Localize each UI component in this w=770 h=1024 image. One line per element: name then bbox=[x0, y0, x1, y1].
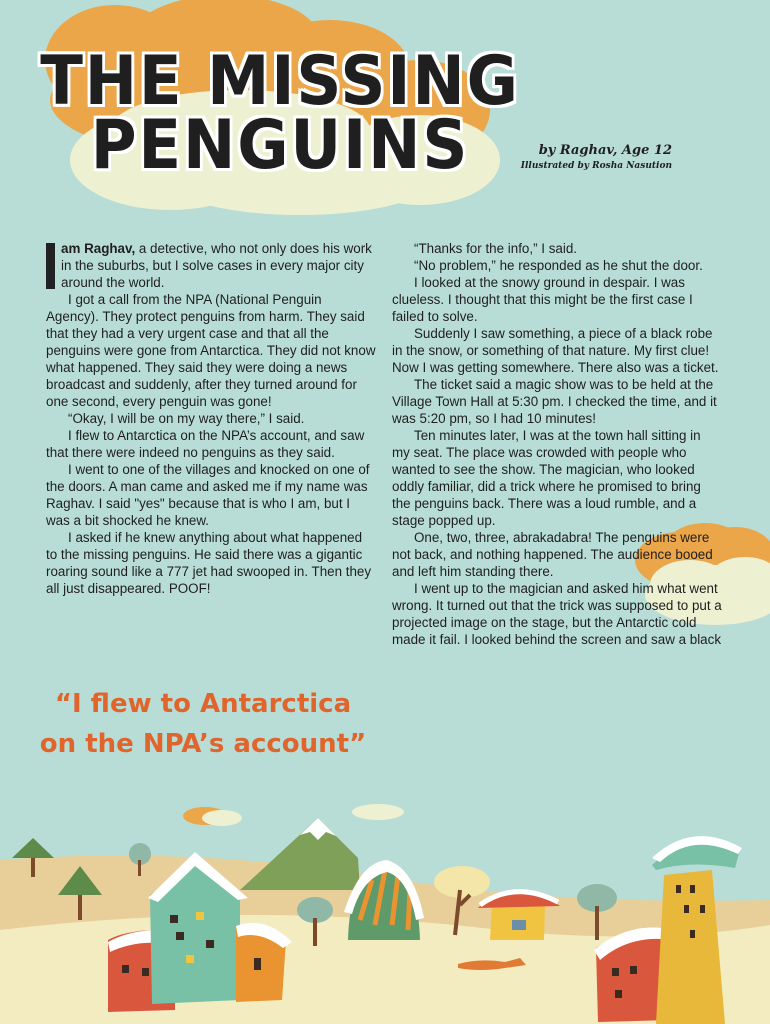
paragraph-1-text: a detective, who not only does his work in the suburbs, but I solve cases in every major city around the world. bbox=[61, 241, 372, 290]
paragraph-2: I got a call from the NPA (National Penguin Agency). They protect penguins from harm. They said that they had a very urgent case and that all the penguins were gone from Antarctica. They did not know what happened. They said they were doing a news broadcast and suddenly, after they turned around for one second, every penguin was gone! bbox=[46, 292, 376, 409]
author-byline: by Raghav, Age 12 bbox=[538, 143, 672, 158]
drop-cap-i bbox=[46, 243, 55, 289]
pull-quote bbox=[38, 684, 368, 764]
paragraph-7: “Thanks for the info,” I said. bbox=[414, 241, 577, 256]
title-line-1: THE MISSING bbox=[40, 42, 520, 121]
pull-quote-line-1: “I flew to Antarctica bbox=[54, 689, 352, 719]
paragraph-11: The ticket said a magic show was to be held at the Village Town Hall at 5:30 pm. I checked the time, and it was 5:20 pm, so I had 10 minutes! bbox=[392, 377, 717, 426]
paragraph-8: “No problem,” he responded as he shut the door. bbox=[414, 258, 703, 273]
small-cloud-cream bbox=[202, 810, 242, 826]
paragraph-1 bbox=[46, 240, 376, 291]
article-column-2 bbox=[392, 240, 722, 648]
article-title bbox=[22, 42, 537, 185]
paragraph-5: I went to one of the villages and knocked on one of the doors. A man came and asked me if my name was Raghav. I said "yes" because that is who I am, but I was a bit shocked he knew. bbox=[46, 462, 370, 528]
paragraph-13: One, two, three, abrakadabra! The penguins were not back, and nothing happened. The audience booed and left him standing there. bbox=[392, 530, 713, 579]
paragraph-3: “Okay, I will be on my way there,” I said. bbox=[68, 411, 305, 426]
pull-quote-line-2: on the NPA’s account” bbox=[39, 729, 367, 759]
lead-in: am Raghav, bbox=[61, 241, 136, 256]
paragraph-12: Ten minutes later, I was at the town hall sitting in my seat. The place was crowded with people who wanted to see the show. The magician, who looked oddly familiar, did a trick where he promised to bring the penguins back. There was a loud rumble, and a stage popped up. bbox=[392, 428, 701, 528]
paragraph-14: I went up to the magician and asked him what went wrong. It turned out that the trick was supposed to put a projected image on the stage, but the Antarctic cold made it fail. I looked behind the screen and saw a black bbox=[392, 581, 722, 647]
paragraph-4: I flew to Antarctica on the NPA’s account, and saw that there were indeed no penguins as they said. bbox=[46, 428, 365, 460]
illustrator-credit: Illustrated by Rosha Nasution bbox=[520, 161, 672, 171]
mountain bbox=[240, 818, 360, 890]
byline-block bbox=[521, 143, 672, 171]
paragraph-9: I looked at the snowy ground in despair. I was clueless. I thought that this might be the first case I failed to solve. bbox=[392, 275, 693, 324]
article-column-1 bbox=[46, 240, 376, 597]
paragraph-6: I asked if he knew anything about what happened to the missing penguins. He said there was a gigantic roaring sound like a 777 jet had swooped in. Then they all just disappeared. POOF! bbox=[46, 530, 372, 596]
small-cloud-cream-2 bbox=[352, 804, 404, 820]
paragraph-10: Suddenly I saw something, a piece of a black robe in the snow, or something of that nature. My first clue! Now I was getting somewhere. There also was a ticket. bbox=[392, 326, 719, 375]
title-line-2: PENGUINS bbox=[90, 106, 470, 185]
